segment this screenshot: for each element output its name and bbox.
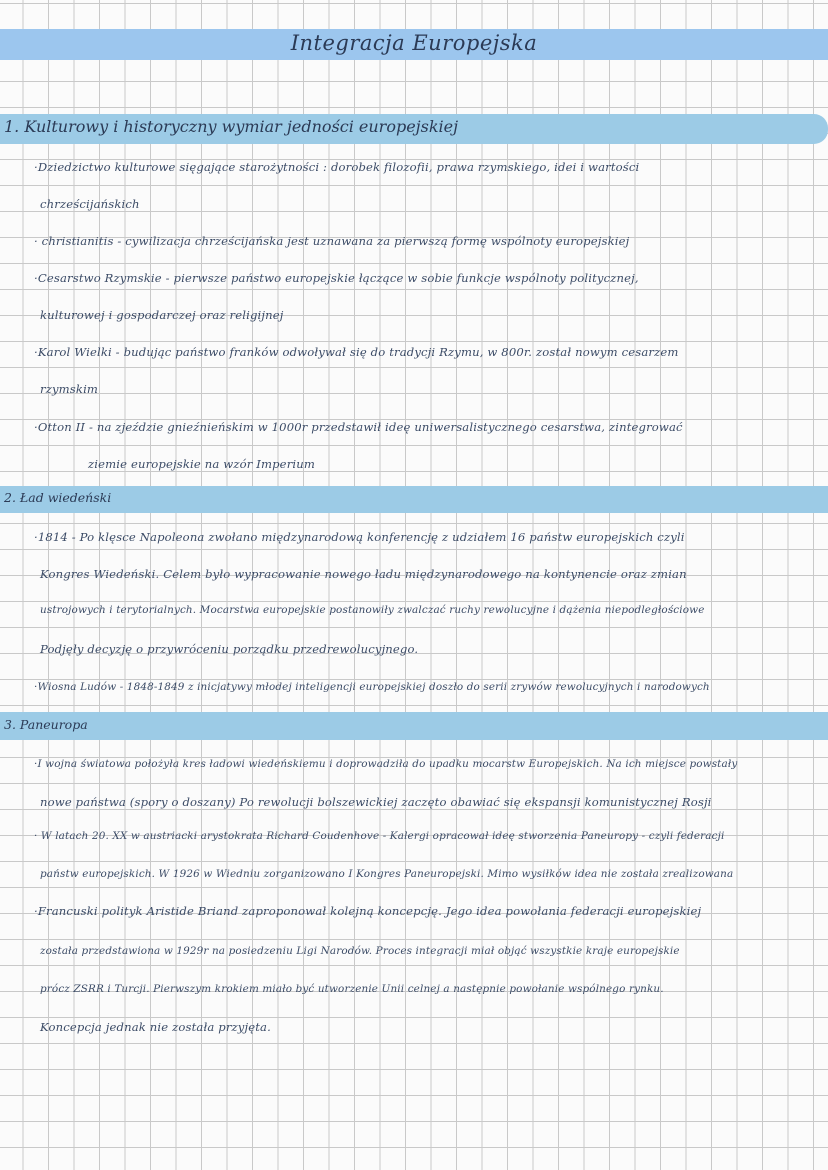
section-3-line-8: Koncepcja jednak nie została przyjęta. xyxy=(40,1020,271,1034)
section-1-line-4: ·Cesarstwo Rzymskie - pierwsze państwo europejskie łączące w sobie funkcje wspólnoty politycznej, xyxy=(34,271,639,285)
section-2-line-1: ·1814 - Po klęsce Napoleona zwołano międzynarodową konferencję z udziałem 16 państw europejskich czyli xyxy=(34,530,685,544)
section-1-line-5: kulturowej i gospodarczej oraz religijnej xyxy=(40,308,284,322)
section-1-line-2: chrześcijańskich xyxy=(40,197,140,211)
section-3-line-4: państw europejskich. W 1926 w Wiedniu zorganizowano I Kongres Paneuropejski. Mimo wysiłków idea nie została zrealizowana xyxy=(40,868,734,880)
section-3-line-7: prócz ZSRR i Turcji. Pierwszym krokiem miało być utworzenie Unii celnej a następnie powołanie wspólnego rynku. xyxy=(40,983,664,995)
section-1-line-6: ·Karol Wielki - budując państwo franków odwoływał się do tradycji Rzymu, w 800r. został nowym cesarzem xyxy=(34,345,679,359)
section-2-line-5: ·Wiosna Ludów - 1848-1849 z inicjatywy młodej inteligencji europejskiej doszło do serii zrywów rewolucyjnych i narodowych xyxy=(34,681,710,693)
section-2-heading: 2. Ład wiedeński xyxy=(4,490,112,505)
section-3-line-2: nowe państwa (spory o doszany) Po rewolucji bolszewickiej zaczęto obawiać się ekspansji komunistycznej Rosji xyxy=(40,795,712,809)
section-2-line-2: Kongres Wiedeński. Celem było wypracowanie nowego ładu międzynarodowego na kontynencie oraz zmian xyxy=(40,567,687,581)
section-3-line-6: została przedstawiona w 1929r na posiedzeniu Ligi Narodów. Proces integracji miał objąć wszystkie kraje europejskie xyxy=(40,945,680,957)
section-1-heading: 1. Kulturowy i historyczny wymiar jedności europejskiej xyxy=(4,117,459,136)
section-2-line-3: ustrojowych i terytorialnych. Mocarstwa europejskie postanowiły zwalczać ruchy rewolucyjne i dążenia niepodległościowe xyxy=(40,604,705,616)
section-1-line-7: rzymskim xyxy=(40,382,99,396)
section-3-line-1: ·I wojna światowa położyła kres ładowi wiedeńskiemu i doprowadziła do upadku mocarstw Europejskich. Na ich miejsce powstały xyxy=(34,758,738,770)
section-2-highlight xyxy=(0,486,828,513)
section-3-line-5: ·Francuski polityk Aristide Briand zaproponował kolejną koncepcję. Jego idea powołania federacji europejskiej xyxy=(34,904,702,918)
section-1-line-1: ·Dziedzictwo kulturowe sięgające starożytności : dorobek filozofii, prawa rzymskiego, idei i wartości xyxy=(34,160,640,174)
section-3-heading: 3. Paneuropa xyxy=(4,717,88,732)
section-1-line-8: ·Otton II - na zjeździe gnieźnieńskim w 1000r przedstawił ideę uniwersalistycznego cesarstwa, zintegrować xyxy=(34,420,683,434)
section-3-highlight xyxy=(0,712,828,740)
section-1-line-9: ziemie europejskie na wzór Imperium xyxy=(88,457,316,471)
section-2-line-4: Podjęły decyzję o przywróceniu porządku przedrewolucyjnego. xyxy=(40,642,419,656)
page-title: Integracja Europejska xyxy=(290,31,538,55)
section-1-line-3: · christianitis - cywilizacja chrześcijańska jest uznawana za pierwszą formę wspólnoty europejskiej xyxy=(34,234,630,248)
section-3-line-3: · W latach 20. XX w austriacki arystokrata Richard Coudenhove - Kalergi opracował ideę stworzenia Paneuropy - czyli federacji xyxy=(34,830,725,842)
